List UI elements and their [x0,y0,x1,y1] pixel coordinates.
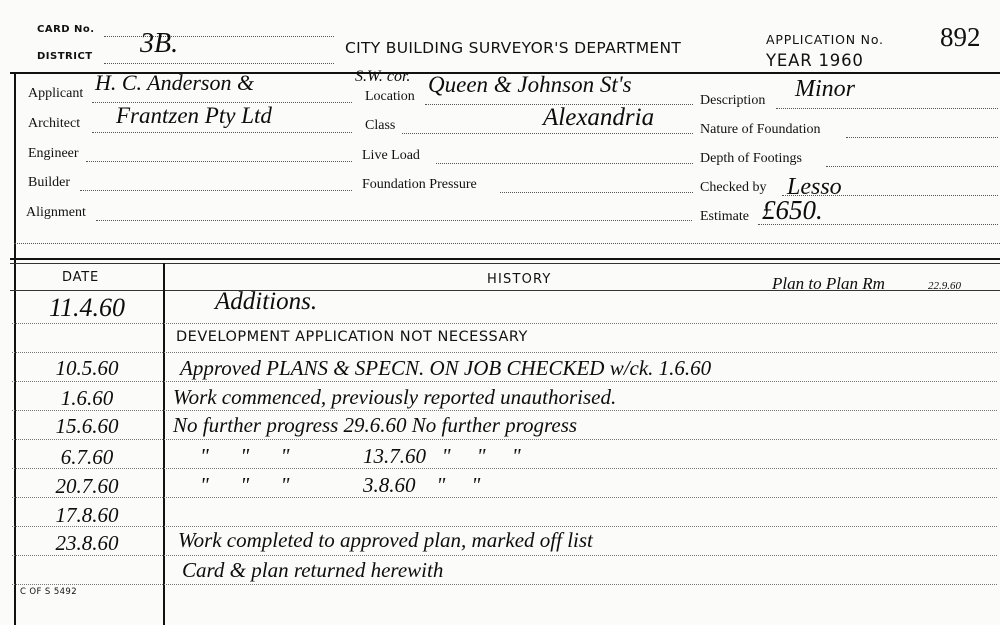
class-line [402,133,693,134]
history-row-rule [12,323,997,324]
history-date: 10.5.60 [55,356,119,380]
applicant-value: H. C. Anderson & [95,70,255,95]
history-date: 15.6.60 [55,414,119,438]
history-entry: Work completed to approved plan, marked off list [178,528,593,552]
engineer-line [86,161,352,162]
column-header-rule [10,290,1000,291]
history-row-rule [12,439,997,440]
history-date: 20.7.60 [55,474,119,498]
history-row-rule [12,381,997,382]
history-date: 17.8.60 [55,503,119,527]
application-no-label: APPLICATION No. [766,32,884,47]
architect-label: Architect [28,116,81,131]
foundation-pressure-label: Foundation Pressure [362,177,477,192]
class-label: Class [365,118,396,133]
builder-line [80,190,352,191]
description-value: Minor [795,76,855,102]
nature-of-foundation-line [846,137,998,138]
district-value: 3B. [140,28,179,59]
year-label: YEAR 1960 [766,51,864,70]
history-entry: Approved PLANS & SPECN. ON JOB CHECKED w/ck. 1.6.60 [180,356,712,380]
application-number: 892 [940,22,981,52]
form-number: C OF S 5492 [20,587,78,597]
history-entry: " " " 13.7.60 " " " [200,444,521,468]
architect-line [92,132,352,133]
history-row-rule [12,584,997,585]
description-label: Description [700,93,766,108]
alignment-line [96,220,692,221]
history-entry: " " " 3.8.60 " " [200,473,481,497]
history-entry: DEVELOPMENT APPLICATION NOT NECESSARY [176,329,528,345]
history-date: 23.8.60 [55,531,119,555]
estimate-label: Estimate [700,209,749,224]
live-load-line [436,163,693,164]
history-entry: No further progress 29.6.60 No further progress [173,413,578,437]
blank-line [14,243,1000,244]
location-note: S.W. cor. [355,68,411,85]
date-column-header: DATE [62,270,100,285]
depth-of-footings-line [826,166,998,167]
checked-by-label: Checked by [700,180,767,195]
depth-of-footings-label: Depth of Footings [700,151,802,166]
district-line [104,63,334,64]
history-column-header: HISTORY [487,272,552,287]
class-value: Alexandria [543,104,655,131]
engineer-label: Engineer [28,146,79,161]
history-top-rule [10,258,1000,260]
history-date: 6.7.60 [60,445,114,469]
date-column-divider [163,263,165,625]
history-date: 11.4.60 [48,293,126,322]
builder-label: Builder [28,175,70,190]
estimate-value: £650. [762,195,823,225]
card-no-line [104,36,334,37]
location-value: Queen & Johnson St's [428,72,632,97]
history-entry: Work commenced, previously reported unauthorised. [173,385,617,409]
foundation-pressure-line [500,192,693,193]
plan-to-plan-note: Plan to Plan Rm [772,274,885,293]
architect-value: Frantzen Pty Ltd [116,103,272,128]
department-title: CITY BUILDING SURVEYOR'S DEPARTMENT [345,39,682,57]
history-entry: Additions. [215,288,318,315]
nature-of-foundation-label: Nature of Foundation [700,122,821,137]
card-no-label: CARD No. [37,24,95,35]
alignment-label: Alignment [26,205,86,220]
history-row-rule [12,352,997,353]
history-top-rule-thin [10,263,1000,264]
history-date: 1.6.60 [60,386,114,410]
description-line [776,108,998,109]
checked-by-value: Lesso [787,174,842,200]
location-label: Location [365,89,415,104]
history-entry: Card & plan returned herewith [182,558,444,582]
district-label: DISTRICT [37,51,93,62]
live-load-label: Live Load [362,148,420,163]
applicant-label: Applicant [28,86,84,101]
plan-to-plan-date: 22.9.60 [928,280,961,292]
